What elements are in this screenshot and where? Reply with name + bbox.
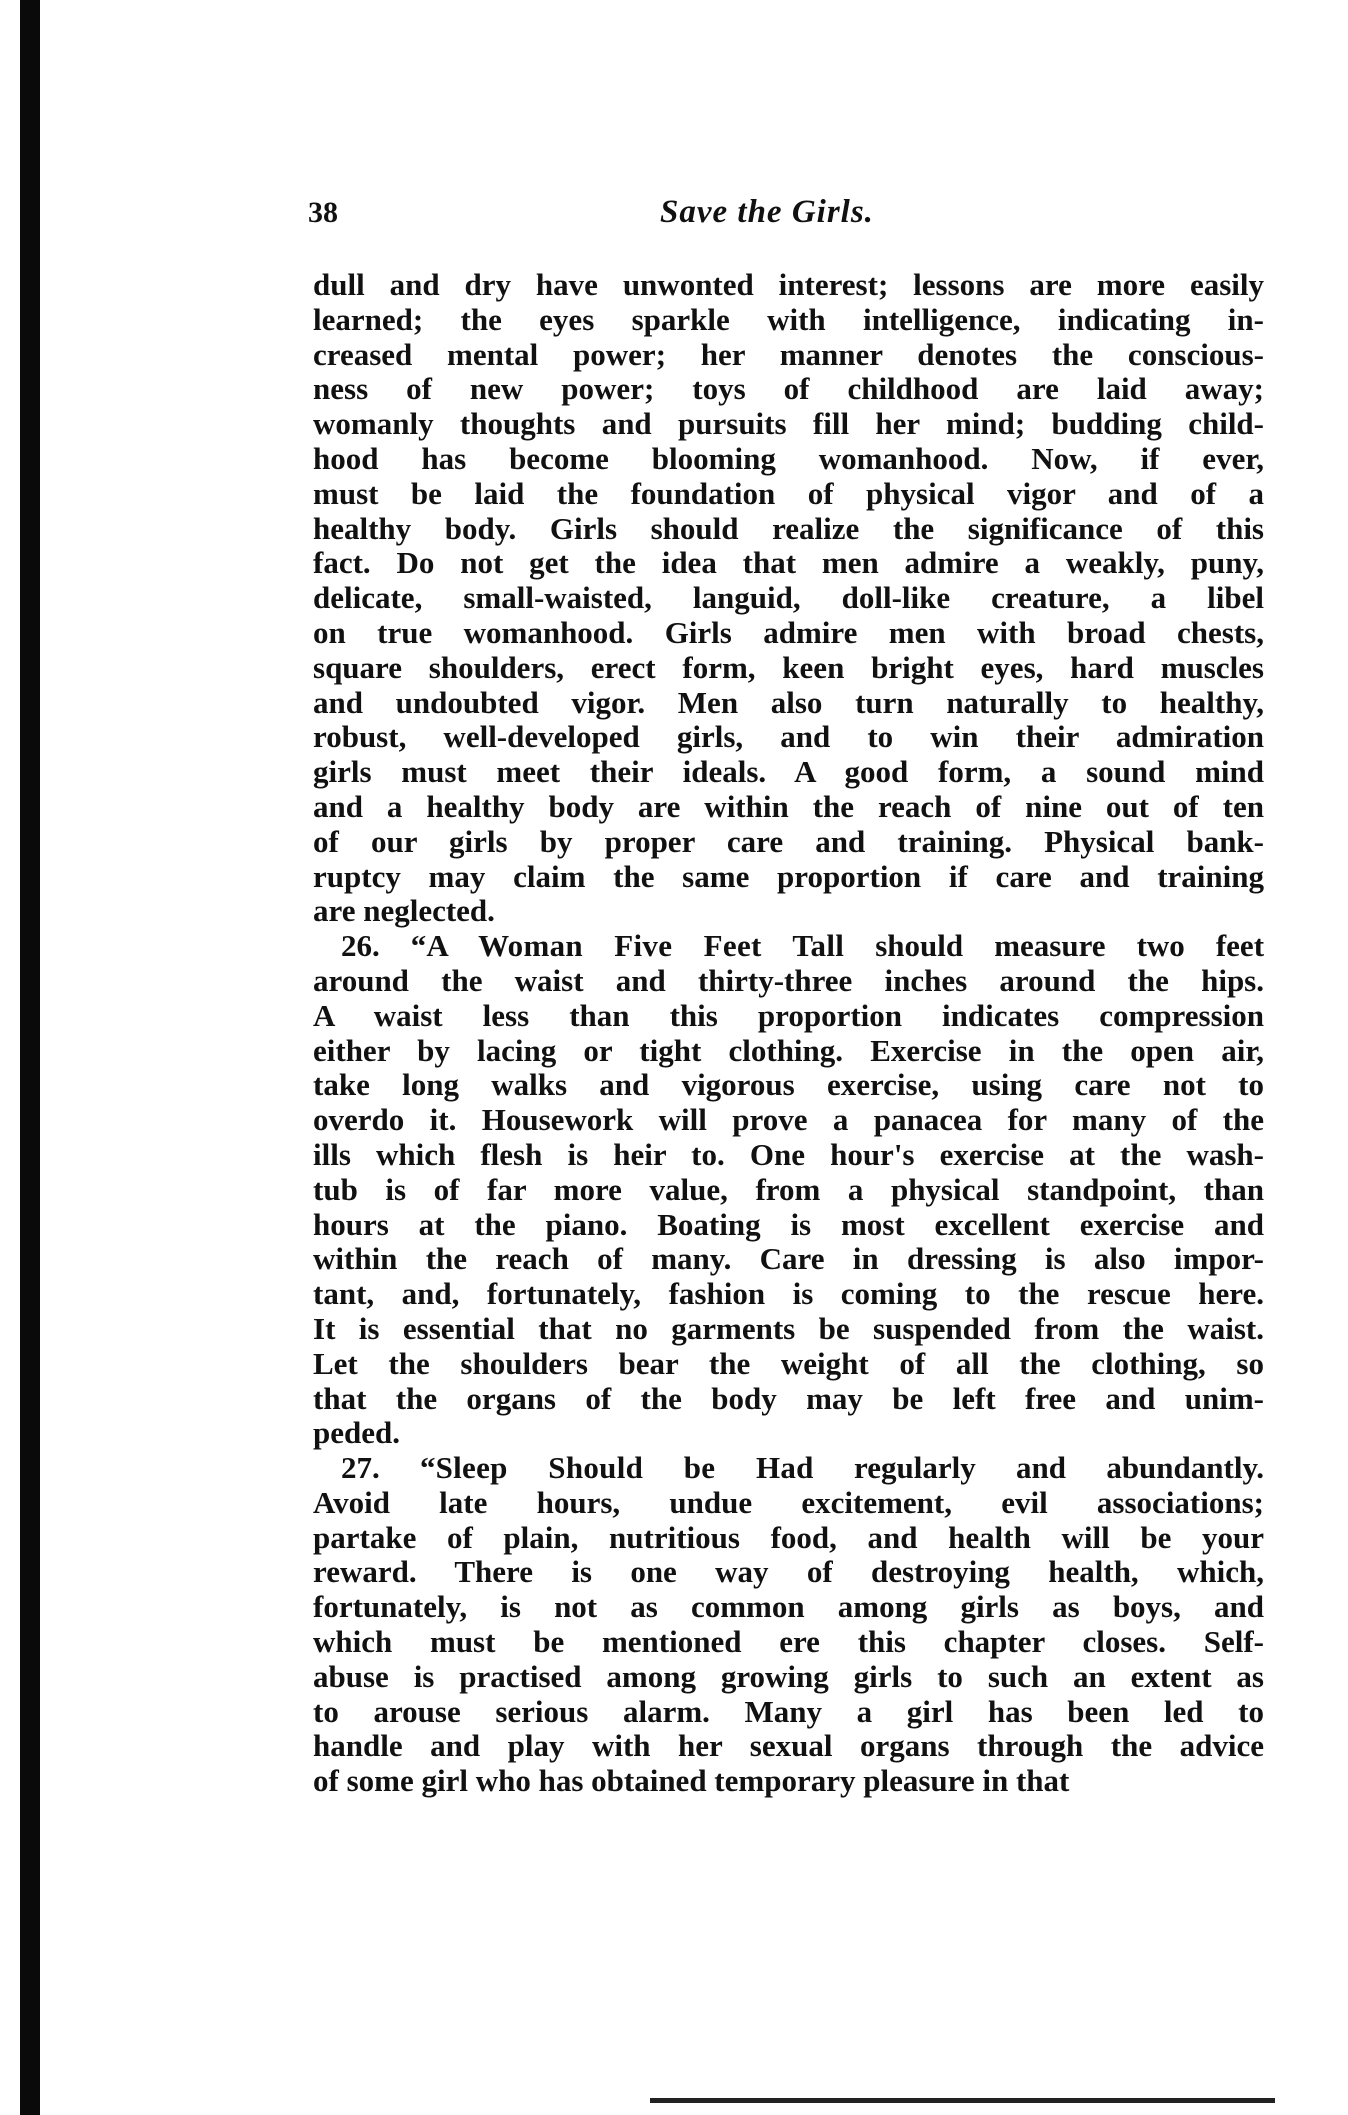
text-line	[313, 651, 1264, 686]
line-text: should measure two feet	[844, 928, 1265, 964]
text-line	[313, 268, 1264, 303]
line-text: girls must meet their ideals. A good form, a sound mind	[313, 754, 1264, 790]
line-text: ruptcy may claim the same proportion if care and training	[313, 858, 1264, 894]
line-text: dull and dry have unwonted interest; lessons are more easily	[313, 267, 1264, 302]
text-line	[313, 999, 1264, 1034]
text-line	[313, 1173, 1264, 1208]
text-line	[313, 512, 1264, 547]
line-text: regularly and abundantly.	[813, 1450, 1264, 1486]
text-line	[313, 303, 1264, 338]
text-line	[313, 790, 1264, 825]
line-text: fact. Do not get the idea that men admire a weakly, puny,	[313, 545, 1264, 581]
text-line	[313, 1034, 1264, 1069]
text-line	[313, 720, 1264, 755]
text-line	[313, 1242, 1264, 1277]
line-text: and a healthy body are within the reach of nine out of ten	[313, 788, 1264, 824]
text-line	[313, 407, 1264, 442]
text-line	[313, 1138, 1264, 1173]
line-text: reward. There is one way of destroying health, which,	[313, 1554, 1264, 1590]
line-text: abuse is practised among growing girls to such an extent as	[313, 1658, 1264, 1694]
line-text: It is essential that no garments be suspended from the waist.	[313, 1310, 1264, 1346]
line-text: square shoulders, erect form, keen bright eyes, hard muscles	[313, 649, 1264, 685]
line-text: within the reach of many. Care in dressing is also impor-	[313, 1241, 1264, 1277]
line-text: delicate, small-waisted, languid, doll-like creature, a libel	[313, 580, 1264, 616]
line-text: learned; the eyes sparkle with intelligence, indicating in-	[313, 301, 1264, 337]
text-line	[313, 372, 1264, 407]
text-line	[313, 338, 1264, 373]
text-line	[313, 442, 1264, 477]
text-line	[313, 616, 1264, 651]
text-line	[313, 1277, 1264, 1312]
heading-line-text	[341, 929, 1264, 964]
line-text: ills which flesh is heir to. One hour's exercise at the wash-	[313, 1136, 1264, 1172]
text-line	[313, 860, 1264, 895]
body-text	[313, 268, 1264, 1799]
running-title: Save the Girls.	[660, 194, 874, 230]
page-number: 38	[308, 196, 338, 229]
line-text: handle and play with her sexual organs through the advice	[313, 1728, 1264, 1764]
paragraph-heading: Sleep Should be Had	[435, 1450, 814, 1486]
line-text: on true womanhood. Girls admire men with broad chests,	[313, 614, 1264, 650]
line-text: tub is of far more value, from a physical standpoint, than	[313, 1171, 1264, 1207]
text-line	[313, 1103, 1264, 1138]
text-line	[313, 1555, 1264, 1590]
paragraph	[313, 1451, 1264, 1799]
text-line	[313, 1590, 1264, 1625]
line-text: tant, and, fortunately, fashion is coming to the rescue here.	[313, 1276, 1264, 1312]
line-text: are neglected.	[313, 893, 495, 929]
text-line	[313, 964, 1264, 999]
paragraph-first-line	[313, 1451, 1264, 1486]
line-text: ness of new power; toys of childhood are laid away;	[313, 371, 1264, 407]
line-text: peded.	[313, 1415, 400, 1451]
line-text: either by lacing or tight clothing. Exercise in the open air,	[313, 1032, 1264, 1068]
heading-line-text	[341, 1451, 1264, 1486]
paragraph	[313, 268, 1264, 929]
bottom-rule	[650, 2098, 1275, 2103]
line-text: Let the shoulders bear the weight of all the clothing, so	[313, 1345, 1264, 1381]
text-line	[313, 1660, 1264, 1695]
text-line	[313, 1312, 1264, 1347]
text-line	[313, 1068, 1264, 1103]
line-text: womanly thoughts and pursuits fill her mind; budding child-	[313, 406, 1264, 442]
text-line	[313, 581, 1264, 616]
line-text: that the organs of the body may be left free and unim-	[313, 1380, 1264, 1416]
text-line	[313, 825, 1264, 860]
scan-edge-shadow	[20, 0, 40, 2115]
text-line	[313, 1208, 1264, 1243]
text-line	[313, 1729, 1264, 1764]
text-line	[313, 1347, 1264, 1382]
paragraph-number: 26. “	[341, 928, 427, 964]
text-line	[313, 477, 1264, 512]
text-line	[313, 755, 1264, 790]
line-text: fortunately, is not as common among girls as boys, and	[313, 1589, 1264, 1625]
line-text: Avoid late hours, undue excitement, evil associations;	[313, 1484, 1264, 1520]
line-text: robust, well-developed girls, and to win their admiration	[313, 719, 1264, 755]
text-line	[313, 1695, 1264, 1730]
text-line	[313, 546, 1264, 581]
paragraph-number: 27. “	[341, 1450, 436, 1486]
line-text: overdo it. Housework will prove a panacea for many of the	[313, 1102, 1264, 1138]
line-text: hours at the piano. Boating is most excellent exercise and	[313, 1206, 1264, 1242]
line-text: to arouse serious alarm. Many a girl has been led to	[313, 1693, 1264, 1729]
line-text: take long walks and vigorous exercise, using care not to	[313, 1067, 1264, 1103]
text-line	[313, 1416, 1264, 1451]
line-text: must be laid the foundation of physical vigor and of a	[313, 475, 1264, 511]
paragraph-heading: A Woman Five Feet Tall	[426, 928, 845, 964]
line-text: hood has become blooming womanhood. Now, if ever,	[313, 440, 1264, 476]
text-line	[313, 1382, 1264, 1417]
line-text: A waist less than this proportion indicates compression	[313, 997, 1264, 1033]
text-line	[313, 894, 1264, 929]
line-text: which must be mentioned ere this chapter closes. Self-	[313, 1624, 1264, 1660]
line-text: around the waist and thirty-three inches around the hips.	[313, 962, 1264, 998]
line-text: of some girl who has obtained temporary pleasure in that	[313, 1763, 1070, 1799]
line-text: of our girls by proper care and training. Physical bank-	[313, 823, 1264, 859]
line-text: partake of plain, nutritious food, and health will be your	[313, 1519, 1264, 1555]
paragraph	[313, 929, 1264, 1451]
line-text: and undoubted vigor. Men also turn naturally to healthy,	[313, 684, 1264, 720]
text-line	[313, 1625, 1264, 1660]
text-line	[313, 1764, 1264, 1799]
text-line	[313, 1486, 1264, 1521]
text-line	[313, 686, 1264, 721]
text-line	[313, 1521, 1264, 1556]
line-text: creased mental power; her manner denotes the conscious-	[313, 336, 1264, 372]
line-text: healthy body. Girls should realize the significance of this	[313, 510, 1264, 546]
paragraph-first-line	[313, 929, 1264, 964]
